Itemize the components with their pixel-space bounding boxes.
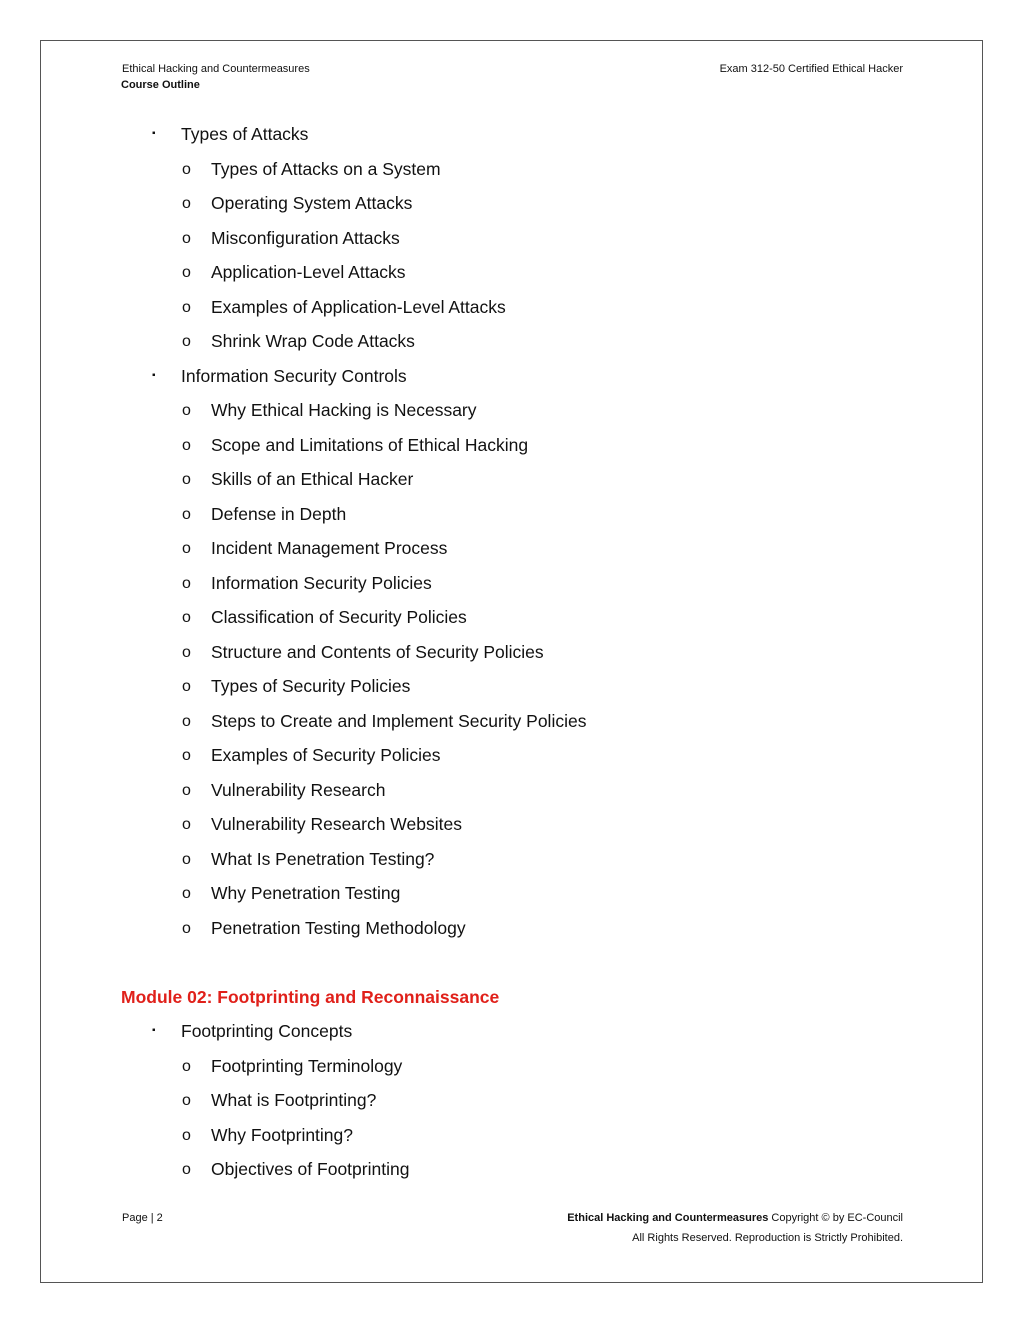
outline-section [0, 1015, 1024, 1050]
course-outline [0, 118, 1024, 1188]
outline-subitem [0, 1119, 1024, 1154]
outline-subitem [0, 774, 1024, 809]
outline-subitem [0, 739, 1024, 774]
circle-bullet-icon: o [182, 712, 191, 730]
outline-subitem [0, 1084, 1024, 1119]
page-number: Page | 2 [122, 1212, 163, 1224]
circle-bullet-icon: o [182, 195, 191, 212]
outline-subitem-label: Incident Management Process [211, 538, 448, 558]
outline-subitem [0, 532, 1024, 567]
footer-rights: All Rights Reserved. Reproduction is Strictly Prohibited. [632, 1232, 903, 1244]
outline-section [0, 360, 1024, 395]
circle-bullet-icon: o [182, 505, 191, 523]
outline-subitem-label: Steps to Create and Implement Security Policies [211, 710, 587, 731]
circle-bullet-icon: o [182, 1126, 191, 1144]
outline-subitem [0, 394, 1024, 429]
circle-bullet-icon: o [182, 781, 191, 799]
circle-bullet-icon: o [182, 1092, 191, 1109]
outline-subitem [0, 670, 1024, 705]
circle-bullet-icon: o [182, 298, 191, 316]
circle-bullet-icon: o [182, 1161, 191, 1178]
outline-subitem-label: What is Footprinting? [211, 1090, 377, 1110]
outline-subitem-label: Vulnerability Research Websites [211, 814, 462, 834]
circle-bullet-icon: o [182, 643, 191, 661]
outline-section-label: Information Security Controls [181, 365, 407, 386]
circle-bullet-icon: o [182, 919, 191, 937]
outline-subitem-label: What Is Penetration Testing? [211, 848, 435, 869]
footer-copyright-line [567, 1212, 903, 1224]
outline-subitem-label: Examples of Application-Level Attacks [211, 296, 506, 317]
outline-subitem [0, 567, 1024, 602]
square-bullet-icon: ▪ [152, 369, 156, 381]
outline-subitem-label: Footprinting Terminology [211, 1055, 403, 1076]
circle-bullet-icon: o [182, 436, 191, 454]
outline-subitem-label: Classification of Security Policies [211, 607, 467, 627]
module-heading-text: Module 02: Footprinting and Reconnaissance [121, 986, 500, 1007]
circle-bullet-icon: o [182, 850, 191, 868]
circle-bullet-icon: o [182, 885, 191, 902]
circle-bullet-icon: o [182, 333, 191, 350]
outline-subitem-label: Why Ethical Hacking is Necessary [211, 400, 477, 420]
circle-bullet-icon: o [182, 747, 191, 764]
circle-bullet-icon: o [182, 678, 191, 695]
outline-subitem [0, 498, 1024, 533]
footer-copyright [567, 1211, 903, 1245]
outline-subitem-label: Skills of an Ethical Hacker [211, 469, 414, 489]
section-spacer [0, 946, 1024, 981]
module-heading [0, 981, 1024, 1016]
circle-bullet-icon: o [182, 816, 191, 833]
circle-bullet-icon: o [182, 1057, 191, 1075]
outline-subitem [0, 1050, 1024, 1085]
outline-section [0, 118, 1024, 153]
outline-subitem [0, 291, 1024, 326]
outline-subitem-label: Misconfiguration Attacks [211, 227, 400, 248]
outline-subitem [0, 429, 1024, 464]
outline-subitem [0, 187, 1024, 222]
circle-bullet-icon: o [182, 609, 191, 626]
header-exam-title: Exam 312-50 Certified Ethical Hacker [719, 63, 903, 75]
outline-subitem-label: Why Footprinting? [211, 1124, 354, 1145]
outline-subitem-label: Information Security Policies [211, 572, 432, 593]
outline-subitem-label: Types of Attacks on a System [211, 158, 441, 179]
outline-subitem-label: Objectives of Footprinting [211, 1159, 410, 1179]
outline-subitem [0, 912, 1024, 947]
circle-bullet-icon: o [182, 264, 191, 281]
outline-subitem-label: Examples of Security Policies [211, 745, 441, 765]
outline-subitem [0, 636, 1024, 671]
outline-subitem-label: Vulnerability Research [211, 779, 386, 800]
circle-bullet-icon: o [182, 574, 191, 592]
circle-bullet-icon: o [182, 540, 191, 557]
header-left [122, 62, 310, 92]
outline-subitem-label: Defense in Depth [211, 503, 347, 524]
outline-subitem [0, 877, 1024, 912]
footer-copyright-title: Ethical Hacking and Countermeasures [567, 1212, 769, 1224]
outline-subitem [0, 1153, 1024, 1188]
outline-subitem-label: Scope and Limitations of Ethical Hacking [211, 434, 529, 455]
circle-bullet-icon: o [182, 402, 191, 419]
outline-subitem [0, 843, 1024, 878]
outline-subitem-label: Structure and Contents of Security Policies [211, 641, 544, 662]
outline-subitem [0, 256, 1024, 291]
outline-subitem [0, 463, 1024, 498]
outline-subitem [0, 153, 1024, 188]
header-subtitle: Course Outline [121, 79, 200, 91]
outline-subitem-label: Application-Level Attacks [211, 262, 406, 282]
circle-bullet-icon: o [182, 471, 191, 488]
outline-section-label: Footprinting Concepts [181, 1021, 353, 1041]
outline-section-label: Types of Attacks [181, 124, 309, 144]
outline-subitem [0, 222, 1024, 257]
square-bullet-icon: ▪ [152, 1025, 156, 1036]
circle-bullet-icon: o [182, 229, 191, 247]
outline-subitem-label: Penetration Testing Methodology [211, 917, 466, 938]
square-bullet-icon: ▪ [152, 128, 156, 139]
circle-bullet-icon: o [182, 160, 191, 178]
outline-subitem [0, 325, 1024, 360]
outline-subitem-label: Operating System Attacks [211, 193, 413, 213]
outline-subitem [0, 705, 1024, 740]
footer-copyright-owner: Copyright © by EC-Council [768, 1212, 903, 1224]
outline-subitem [0, 808, 1024, 843]
header-title: Ethical Hacking and Countermeasures [122, 63, 310, 75]
outline-subitem-label: Types of Security Policies [211, 676, 411, 696]
outline-subitem-label: Why Penetration Testing [211, 883, 401, 903]
outline-subitem-label: Shrink Wrap Code Attacks [211, 331, 415, 351]
outline-subitem [0, 601, 1024, 636]
